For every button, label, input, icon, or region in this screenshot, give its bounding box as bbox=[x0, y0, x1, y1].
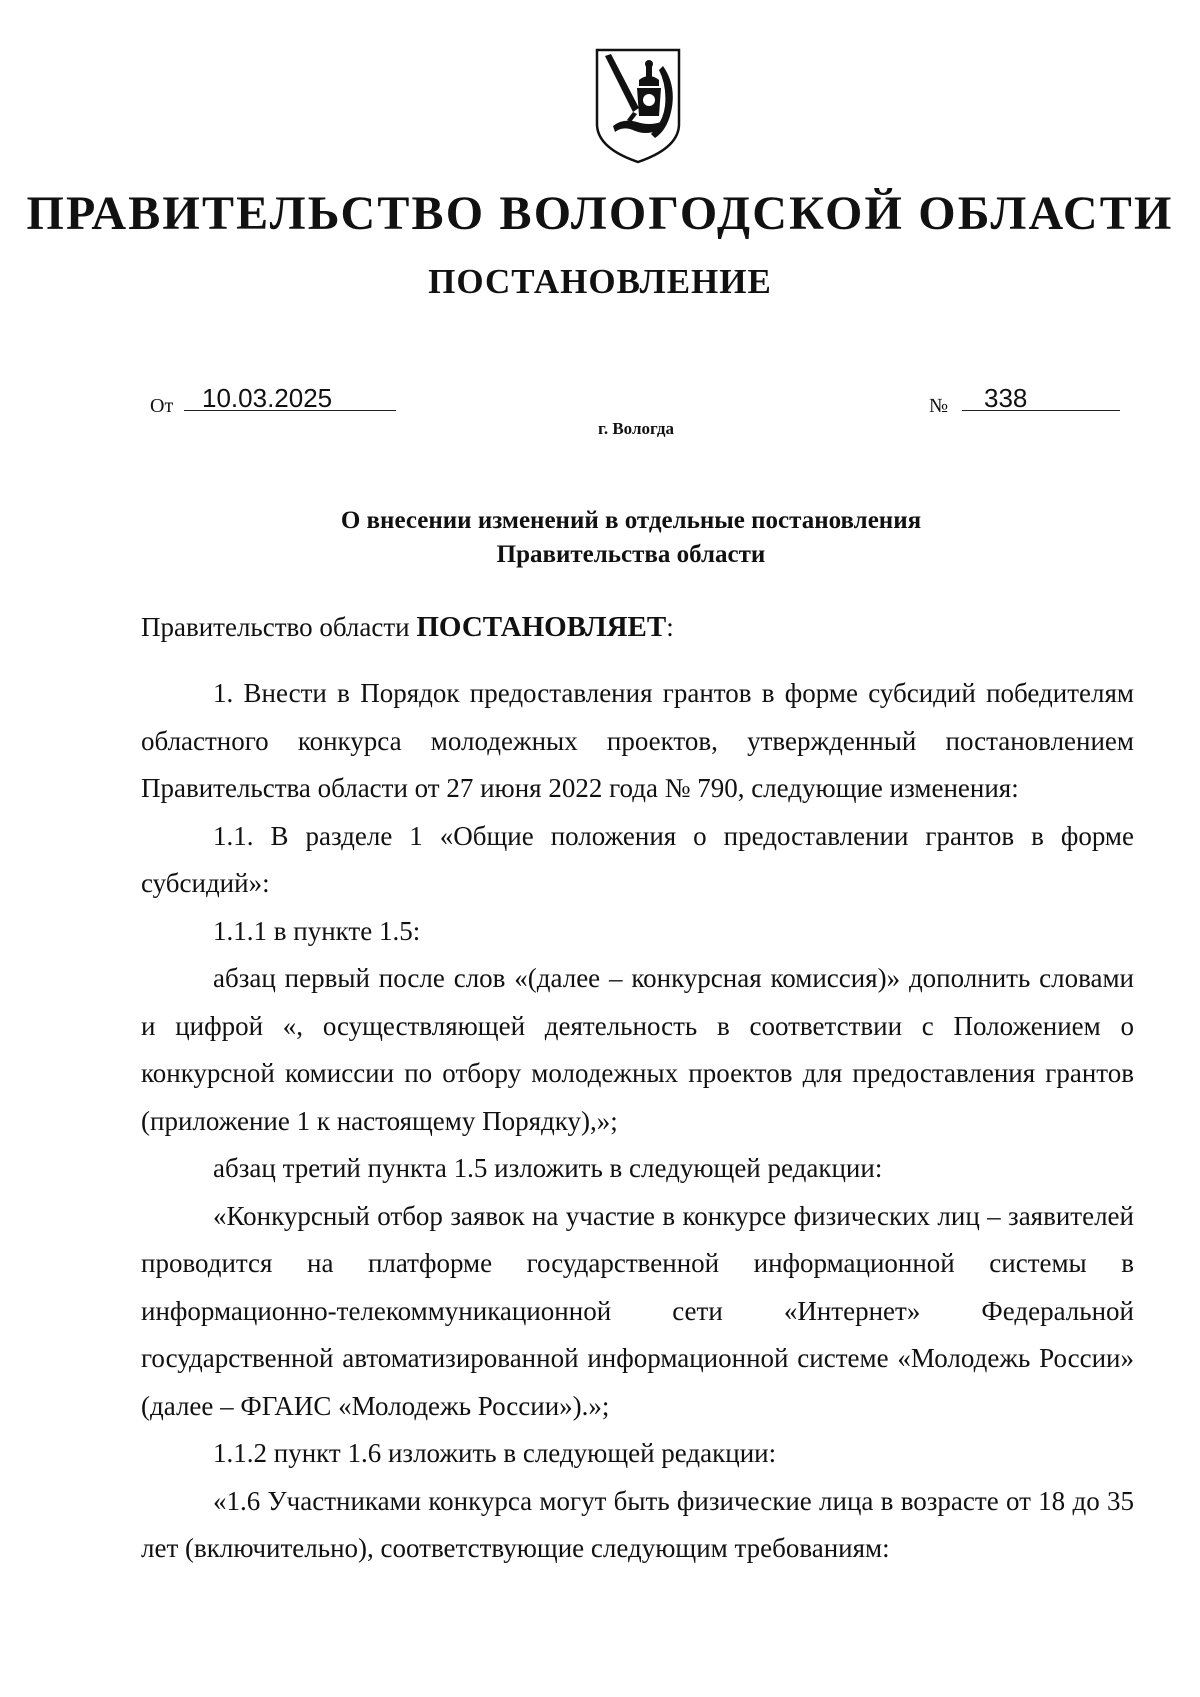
paragraph: абзац третий пункта 1.5 изложить в следующей редакции: bbox=[213, 1153, 883, 1183]
paragraph: «1.6 Участниками конкурса могут быть физические лица в возрасте от 18 до 35 лет (включительно), соответствующие следующим требованиям: bbox=[141, 1485, 1134, 1563]
preamble-tail: : bbox=[666, 612, 674, 642]
document-type: ПОСТАНОВЛЕНИЕ bbox=[428, 262, 772, 301]
preamble-emphasis: ПОСТАНОВЛЯЕТ bbox=[416, 611, 667, 643]
document-number: 338 bbox=[984, 383, 1028, 413]
document-subject bbox=[0, 504, 1200, 572]
paragraph: 1. Внести в Порядок предоставления грантов в форме субсидий победителям областного конкурса молодежных проектов, утвержденный постановлением Правительства области от 27 июня 2022 года № 790, следующие изменения: bbox=[141, 678, 1134, 803]
paragraph: 1.1. В разделе 1 «Общие положения о предоставлении грантов в форме субсидий»: bbox=[141, 820, 1134, 898]
subject-line-1: О внесении изменений в отдельные постановления bbox=[340, 507, 922, 534]
city-name: г. Вологда bbox=[598, 419, 674, 438]
subject-line-2: Правительства области bbox=[496, 541, 766, 568]
paragraph: 1.1.2 пункт 1.6 изложить в следующей редакции: bbox=[213, 1438, 777, 1468]
paragraph: абзац первый после слов «(далее – конкурсная комиссия)» дополнить словами и цифрой «, осуществляющей деятельность в соответствии с Положением о конкурсной комиссии по отбору молодежных проектов для предоставления грантов (приложение 1 к настоящему Порядку),»; bbox=[141, 963, 1134, 1136]
paragraph: «Конкурсный отбор заявок на участие в конкурсе физических лиц – заявителей проводится на платформе государственной информационной системы в информационно-телекоммуникационной сети «Интернет» Федеральной государственной автоматизированной информационной системе «Молодежь России» (далее – ФГАИС «Молодежь России»).»; bbox=[141, 1200, 1134, 1421]
government-title: ПРАВИТЕЛЬСТВО ВОЛОГОДСКОЙ ОБЛАСТИ bbox=[26, 187, 1174, 240]
date-label: От bbox=[150, 395, 174, 417]
coat-of-arms-emblem bbox=[593, 46, 683, 166]
document-date: 10.03.2025 bbox=[202, 383, 333, 413]
paragraph: 1.1.1 в пункте 1.5: bbox=[213, 915, 421, 946]
document-body bbox=[141, 670, 1134, 1573]
number-label: № bbox=[929, 395, 949, 417]
preamble-text: Правительство области bbox=[141, 612, 417, 642]
preamble bbox=[141, 610, 674, 644]
